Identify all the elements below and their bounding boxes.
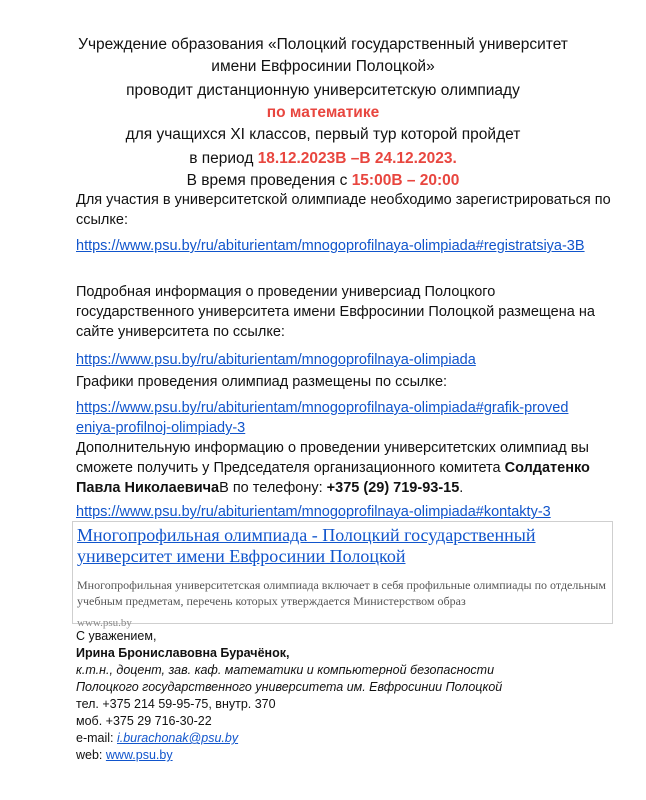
header-line-5: для учащихся XI классов, первый тур которой пройдет [125,126,521,143]
signature-web-line [76,747,616,764]
signature-name: Ирина Брониславовна Бурачёнок, [76,646,290,660]
subject-highlight: по математике [266,104,380,121]
contact-name: Солдатенко Павла Николаевича [76,460,590,496]
info-link-wrap [76,350,616,370]
time-value: 15:00В – 20:00 [351,172,460,189]
email-link[interactable]: i.burachonak@psu.by [116,731,239,745]
header-line-3: проводит дистанционную университетскую олимпиаду [126,82,520,99]
period-line [20,148,626,169]
signature-position-1: к.т.н., доцент, зав. каф. математики и компьютерной безопасности [76,663,495,677]
preview-description: Многопрофильная университетская олимпиада включает в себя профильные олимпиады по отдельным учебным предметам, перечень которых утверждается Министерством образ [77,578,606,608]
period-dates: 18.12.2023В –В 24.12.2023. [257,150,457,167]
signature-email-line [76,730,616,747]
registration-link[interactable]: https://www.psu.by/ru/abiturientam/mnogoprofilnaya-olimpiada#registratsiya-3В [76,238,585,254]
contact-link-wrap [76,502,616,522]
schedule-link-wrap [76,398,576,438]
registration-text: Для участия в университетской олимпиаде необходимо зарегистрироваться по ссылке: [76,192,611,228]
preview-title-link[interactable]: Многопрофильная олимпиада - Полоцкий государственный университет имени Евфросинии Полоцкой [77,525,536,566]
period-prefix: в период [189,150,258,167]
email-label: e-mail: [76,731,117,745]
link-preview-card[interactable] [72,521,613,629]
contact-end: . [459,480,464,496]
contact-phone: +375 (29) 719-93-15 [326,480,460,496]
signature-tel: тел. +375 214 59-95-75, внутр. 370 [76,697,276,711]
info-text: Подробная информация о проведении универсиад Полоцкого государственного университета имени Евфросинии Полоцкой размещена на сайте университета по ссылке: [76,284,595,340]
schedule-text: Графики проведения олимпиад размещены по ссылке: [76,374,448,390]
contact-prefix: Дополнительную информацию о проведении университетских олимпиад вы сможете получить у Председателя организационного комитета [76,440,589,476]
web-link[interactable]: www.psu.by [105,748,173,762]
schedule-link[interactable]: https://www.psu.by/ru/abiturientam/mnogoprofilnaya-olimpiada#grafik-provedeniya-profilnoj-olimpiady-3 [76,400,569,436]
registration-link-wrap [76,236,606,256]
info-link[interactable]: https://www.psu.by/ru/abiturientam/mnogoprofilnaya-olimpiada [76,352,476,368]
web-label: web: [76,748,106,762]
contact-text [76,438,616,498]
signature-mobile: моб. +375 29 716-30-22 [76,714,212,728]
signature-greeting: С уважением, [76,629,157,643]
contact-mid: В по телефону: [219,480,327,496]
preview-title [77,525,608,567]
time-line [20,170,626,191]
contact-link[interactable]: https://www.psu.by/ru/abiturientam/mnogoprofilnaya-olimpiada#kontakty-3 [76,504,551,520]
time-prefix: В время проведения с [186,172,352,189]
header-line-2: имени Евфросинии Полоцкой» [211,58,435,75]
signature-position-2: Полоцкого государственного университета им. Евфросинии Полоцкой [76,680,503,694]
header-line-1: Учреждение образования «Полоцкий государственный университет [78,36,568,53]
preview-domain: www.psu.by [77,617,132,629]
